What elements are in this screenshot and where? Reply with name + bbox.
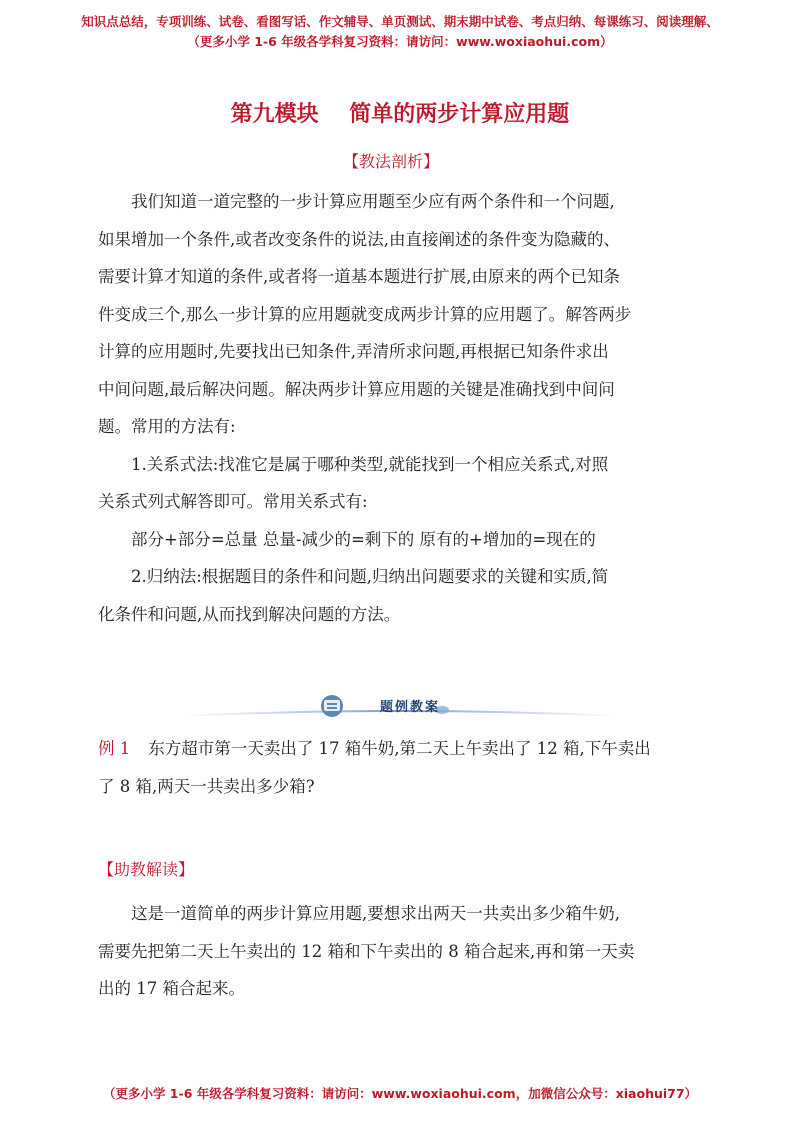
example-line-1	[98, 730, 704, 768]
intro-line: 我们知道一道完整的一步计算应用题至少应有两个条件和一个问题,	[131, 192, 615, 211]
divider-label: 题例教案	[380, 700, 441, 715]
banner-line-2: （更多小学 1-6 年级各学科复习资料：请访问：www.woxiaohui.com）	[187, 34, 613, 49]
reading-line: 这是一道简单的两步计算应用题,要想求出两天一共卖出多少箱牛奶,	[131, 904, 620, 923]
section-heading-teaching-analysis: 【教法剖析】	[343, 152, 440, 171]
example-line-2: 了 8 箱,两天一共卖出多少箱?	[98, 776, 315, 796]
reading-line: 出的 17 箱合起来。	[98, 979, 245, 998]
intro-line: 计算的应用题时,先要找出已知条件,弄清所求问题,再根据已知条件求出	[98, 342, 609, 361]
page-title: 第九模块 简单的两步计算应用题	[230, 102, 570, 127]
example-1	[98, 730, 704, 805]
method-1-line: 关系式列式解答即可。常用关系式有:	[98, 492, 368, 511]
intro-line: 如果增加一个条件,或者改变条件的说法,由直接阐述的条件变为隐藏的、	[98, 229, 620, 249]
example-text: 东方超市第一天卖出了 17 箱牛奶,第二天上午卖出了 12 箱,下午卖出	[148, 739, 651, 758]
method-2-line: 2.归纳法:根据题目的条件和问题,归纳出问题要求的关键和实质,简	[131, 567, 609, 586]
section-heading-assistant-reading: 【助教解读】	[98, 860, 195, 879]
method-1-line: 1.关系式法:找准它是属于哪种类型,就能找到一个相应关系式,对照	[131, 454, 609, 474]
top-banner	[0, 12, 800, 52]
intro-line: 需要计算才知道的条件,或者将一道基本题进行扩展,由原来的两个已知条	[98, 267, 620, 286]
intro-line: 件变成三个,那么一步计算的应用题就变成两步计算的应用题了。解答两步	[98, 304, 632, 324]
method-2-line: 化条件和问题,从而找到解决问题的方法。	[98, 604, 401, 624]
example-divider	[180, 690, 620, 722]
banner-line-1: 知识点总结，专项训练、试卷、看图写话、作文辅导、单页测试、期末期中试卷、考点归纳、每课练习、阅读理解、	[81, 14, 719, 29]
page-footer: （更多小学 1-6 年级各学科复习资料：请访问：www.woxiaohui.com，加微信公众号：xiaohui77）	[102, 1086, 698, 1101]
reading-line: 需要先把第二天上午卖出的 12 箱和下午卖出的 8 箱合起来,再和第一天卖	[98, 941, 635, 961]
example-label: 例 1	[98, 739, 131, 758]
intro-line: 题。常用的方法有:	[98, 417, 236, 436]
reading-paragraph	[98, 895, 704, 1008]
intro-paragraph	[98, 183, 704, 633]
formulas-line: 部分+部分=总量 总量-减少的=剩下的 原有的+增加的=现在的	[131, 529, 596, 549]
intro-line: 中间问题,最后解决问题。解决两步计算应用题的关键是准确找到中间问	[98, 379, 615, 399]
